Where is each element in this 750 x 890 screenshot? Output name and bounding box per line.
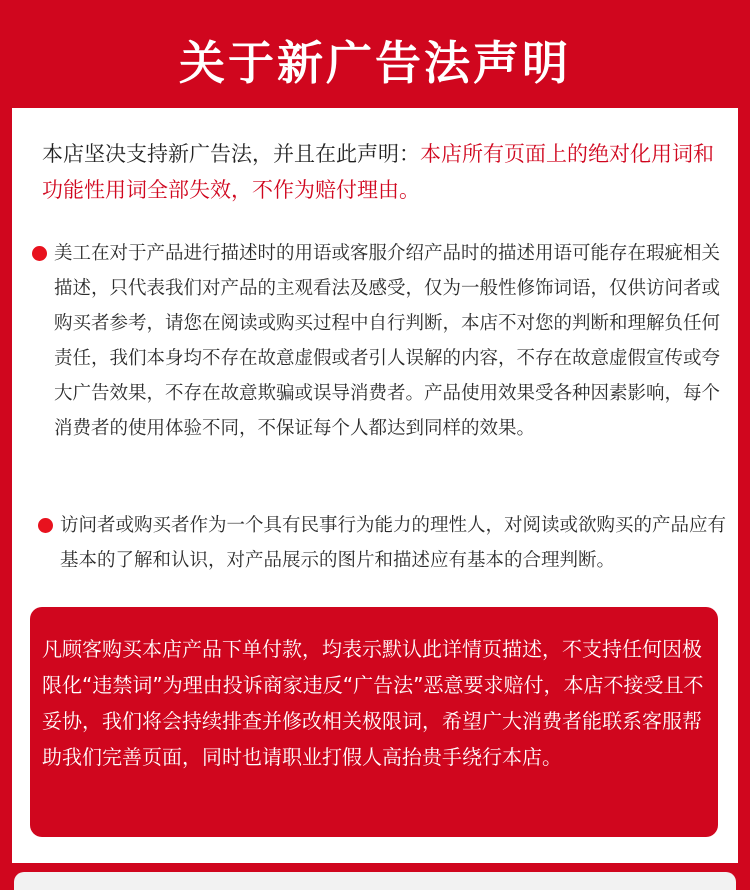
bullet-icon [32,246,47,261]
header [0,14,750,106]
statement-item [60,508,728,578]
notice-text: 凡顾客购买本店产品下单付款，均表示默认此详情页描述，不支持任何因极限化“违禁词”为理由投诉商家违反“广告法”恶意要求赔付，本店不接受且不妥协，我们将会持续排查并修改相关极限词，希望广大消费者能联系客服帮助我们完善页面，同时也请职业打假人高抬贵手绕行本店。 [42,637,704,769]
statement-text: 访问者或购买者作为一个具有民事行为能力的理性人，对阅读或欲购买的产品应有基本的了解和认识，对产品展示的图片和描述应有基本的合理判断。 [60,515,727,571]
page-title: 关于新广告法声明 [179,36,571,90]
intro-highlight: 本店所有页面上的绝对化用词和功能性用词全部失效，不作为赔付理由。 [42,142,714,202]
notice-box [30,607,718,837]
statement-text: 美工在对于产品进行描述时的用语或客服介绍产品时的描述用语可能存在瑕疵相关描述，只代表我们对产品的主观看法及感受，仅为一般性修饰词语，仅供访问者或购买者参考，请您在阅读或购买过程中自行判断，本店不对您的判断和理解负任何责任，我们本身均不存在故意虚假或者引人误解的内容，不存在故意虚假宣传或夸大广告效果，不存在故意欺骗或误导消费者。产品使用效果受各种因素影响，每个消费者的使用体验不同，不保证每个人都达到同样的效果。 [54,243,721,439]
bullet-icon [38,518,53,533]
statement-item [54,236,730,446]
footer-bar [14,872,736,890]
content-panel [12,108,738,863]
intro-lead: 本店坚决支持新广告法，并且在此声明： [42,142,420,166]
intro-paragraph [42,136,722,208]
